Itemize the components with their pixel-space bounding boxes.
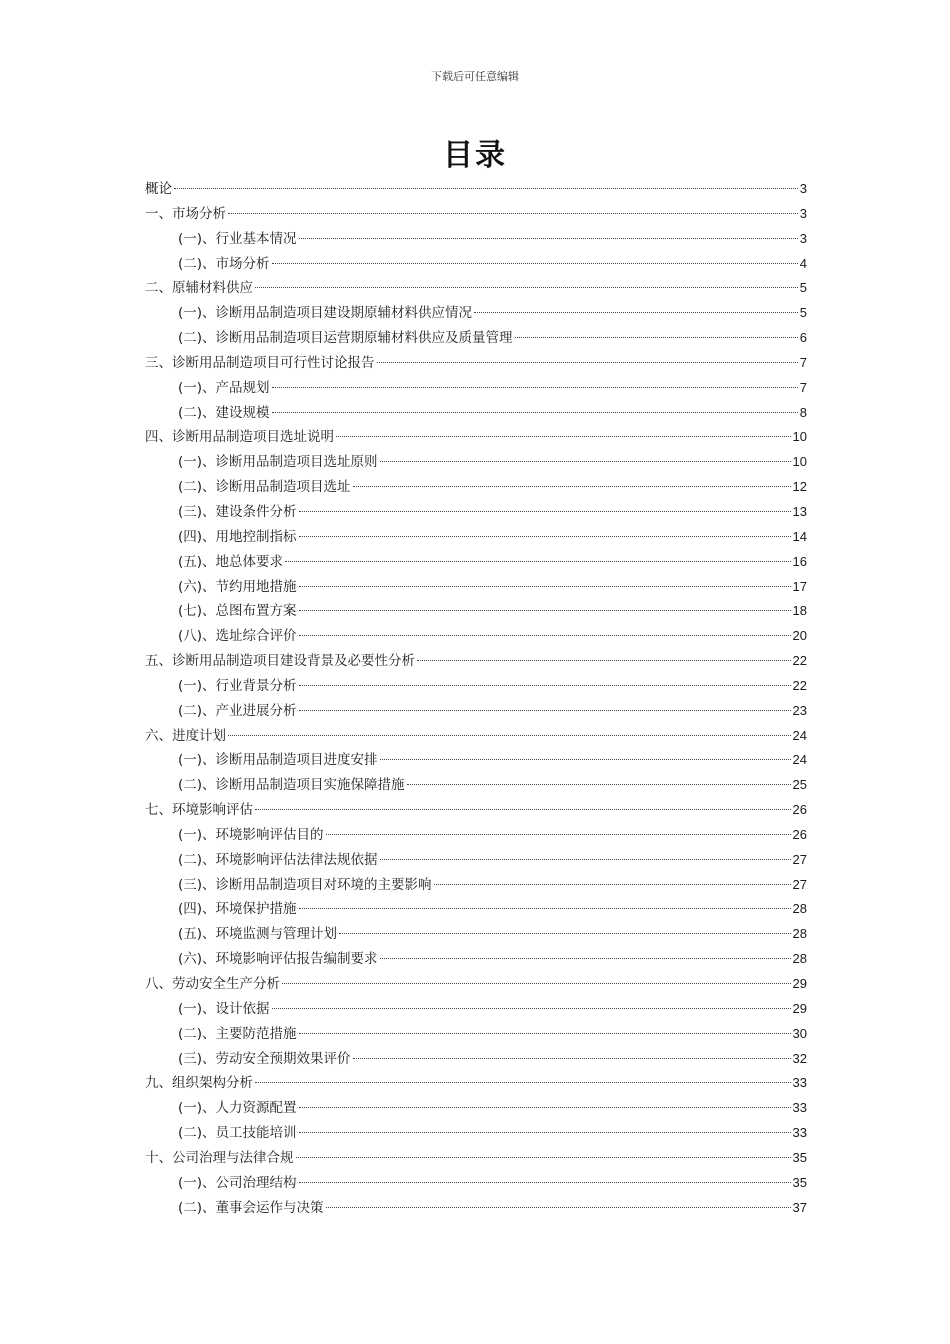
toc-entry-label: (三)、建设条件分析 [178,503,297,520]
toc-entry[interactable] [145,649,807,674]
toc-entry[interactable] [145,599,807,624]
toc-entry[interactable] [145,1121,807,1146]
toc-dot-leader [299,635,791,636]
toc-dot-leader [380,958,791,959]
toc-entry-page-number: 14 [792,528,807,544]
toc-entry-label: (五)、环境监测与管理计划 [178,926,338,943]
toc-entry[interactable] [145,550,807,575]
toc-entry-label: (一)、人力资源配置 [178,1100,297,1117]
toc-entry[interactable] [145,351,807,376]
toc-entry-page-number: 10 [792,454,807,470]
toc-entry[interactable] [145,276,807,301]
toc-entry[interactable] [145,674,807,699]
toc-dot-leader [299,710,791,711]
toc-entry-label: 二、原辅材料供应 [145,280,253,297]
toc-entry-page-number: 28 [792,951,807,967]
toc-dot-leader [353,1058,791,1059]
toc-entry-label: (二)、市场分析 [178,255,270,272]
toc-entry-page-number: 25 [792,777,807,793]
toc-entry-label: (二)、诊断用品制造项目选址 [178,479,351,496]
toc-entry-label: (二)、产业进展分析 [178,702,297,719]
toc-dot-leader [296,1157,791,1158]
toc-entry-label: (二)、诊断用品制造项目运营期原辅材料供应及质量管理 [178,330,513,347]
toc-entry[interactable] [145,1047,807,1072]
toc-entry[interactable] [145,997,807,1022]
toc-dot-leader [377,362,798,363]
toc-entry-page-number: 3 [799,181,807,196]
toc-entry-label: (二)、环境影响评估法律法规依据 [178,851,378,868]
toc-entry-label: 九、组织架构分析 [145,1075,253,1092]
toc-entry[interactable] [145,202,807,227]
toc-entry[interactable] [145,1071,807,1096]
toc-entry-page-number: 10 [792,429,807,445]
toc-entry-label: (四)、环境保护措施 [178,901,297,918]
toc-entry-page-number: 8 [799,404,807,420]
toc-dot-leader [272,263,798,264]
toc-dot-leader [299,511,791,512]
toc-entry[interactable] [145,922,807,947]
toc-dot-leader [228,735,791,736]
toc-entry-page-number: 26 [792,826,807,842]
toc-dot-leader [272,412,798,413]
toc-dot-leader [299,1107,791,1108]
toc-dot-leader [299,1132,791,1133]
toc-entry-label: 五、诊断用品制造项目建设背景及必要性分析 [145,653,415,670]
table-of-contents [145,177,807,1220]
toc-entry[interactable] [145,1171,807,1196]
toc-entry-label: (六)、节约用地措施 [178,578,297,595]
toc-entry[interactable] [145,450,807,475]
toc-entry[interactable] [145,301,807,326]
toc-dot-leader [434,884,791,885]
toc-entry[interactable] [145,177,807,202]
toc-dot-leader [285,561,790,562]
toc-entry-label: (二)、董事会运作与决策 [178,1199,324,1216]
toc-entry-page-number: 6 [799,330,807,346]
toc-entry-page-number: 37 [792,1199,807,1215]
toc-entry-page-number: 33 [792,1125,807,1141]
toc-dot-leader [299,1182,791,1183]
toc-entry-page-number: 29 [792,976,807,991]
toc-dot-leader [407,784,791,785]
toc-dot-leader [299,238,798,239]
toc-entry-page-number: 27 [792,876,807,892]
toc-entry-label: 七、环境影响评估 [145,802,253,819]
toc-entry[interactable] [145,425,807,450]
toc-entry-page-number: 5 [799,280,807,296]
toc-dot-leader [336,436,791,437]
toc-entry[interactable] [145,873,807,898]
toc-entry-label: (一)、诊断用品制造项目建设期原辅材料供应情况 [178,305,473,322]
toc-entry-page-number: 12 [792,479,807,495]
toc-entry[interactable] [145,1096,807,1121]
toc-entry-label: (三)、诊断用品制造项目对环境的主要影响 [178,876,432,893]
toc-entry-page-number: 20 [792,628,807,644]
toc-dot-leader [326,834,791,835]
toc-entry-label: (一)、公司治理结构 [178,1174,297,1191]
toc-entry[interactable] [145,1022,807,1047]
page-title: 目录 [443,138,507,173]
toc-entry-page-number: 4 [799,255,807,271]
toc-dot-leader [228,213,798,214]
toc-dot-leader [299,586,791,587]
toc-dot-leader [380,461,791,462]
toc-entry-page-number: 33 [792,1100,807,1116]
toc-entry-label: 一、市场分析 [145,205,226,222]
toc-entry[interactable] [145,773,807,798]
toc-entry-page-number: 13 [792,503,807,519]
toc-entry-page-number: 32 [792,1050,807,1066]
toc-entry[interactable] [145,1196,807,1221]
toc-entry-label: (二)、建设规模 [178,404,270,421]
toc-entry-page-number: 7 [799,354,807,370]
toc-entry-label: 四、诊断用品制造项目选址说明 [145,429,334,446]
toc-dot-leader [299,610,791,611]
toc-dot-leader [174,188,798,189]
toc-entry-page-number: 22 [792,677,807,693]
toc-entry[interactable] [145,947,807,972]
toc-entry-page-number: 27 [792,851,807,867]
toc-entry[interactable] [145,1146,807,1171]
toc-entry-page-number: 28 [792,926,807,942]
toc-dot-leader [299,1033,791,1034]
toc-entry[interactable] [145,848,807,873]
toc-dot-leader [255,1082,791,1083]
toc-entry-page-number: 35 [792,1149,807,1165]
toc-entry-label: (一)、诊断用品制造项目进度安排 [178,752,378,769]
toc-entry-page-number: 29 [792,1000,807,1016]
toc-dot-leader [299,685,791,686]
toc-entry-page-number: 26 [792,802,807,818]
toc-dot-leader [299,908,791,909]
toc-entry[interactable] [145,699,807,724]
toc-entry-label: (二)、诊断用品制造项目实施保障措施 [178,777,405,794]
toc-entry[interactable] [145,227,807,252]
toc-dot-leader [272,387,798,388]
toc-entry[interactable] [145,897,807,922]
toc-entry-label: (二)、主要防范措施 [178,1025,297,1042]
toc-dot-leader [380,759,791,760]
toc-entry-page-number: 28 [792,901,807,917]
toc-entry-label: (四)、用地控制指标 [178,528,297,545]
toc-entry-page-number: 3 [799,230,807,246]
toc-dot-leader [474,312,798,313]
toc-entry-page-number: 16 [792,553,807,569]
toc-entry-label: (三)、劳动安全预期效果评价 [178,1050,351,1067]
toc-entry-label: (二)、员工技能培训 [178,1125,297,1142]
toc-entry-label: 概论 [145,181,172,197]
toc-entry-page-number: 5 [799,305,807,321]
toc-entry-label: (一)、设计依据 [178,1000,270,1017]
toc-entry[interactable] [145,972,807,997]
toc-dot-leader [255,287,798,288]
toc-entry[interactable] [145,748,807,773]
toc-dot-leader [326,1207,791,1208]
toc-entry[interactable] [145,500,807,525]
toc-entry[interactable] [145,624,807,649]
header-note: 下载后可任意编辑 [431,70,519,83]
toc-entry-page-number: 33 [792,1075,807,1091]
toc-entry-label: (五)、地总体要求 [178,553,284,570]
toc-entry-label: (六)、环境影响评估报告编制要求 [178,951,378,968]
toc-entry[interactable] [145,326,807,351]
toc-entry-label: (一)、产品规划 [178,379,270,396]
toc-entry-page-number: 3 [799,205,807,221]
toc-dot-leader [417,660,791,661]
toc-entry[interactable] [145,798,807,823]
toc-entry-label: 六、进度计划 [145,727,226,744]
toc-entry[interactable] [145,525,807,550]
toc-entry-page-number: 30 [792,1025,807,1041]
toc-dot-leader [353,486,791,487]
toc-entry-page-number: 7 [799,379,807,395]
toc-entry-page-number: 18 [792,603,807,619]
toc-entry[interactable] [145,401,807,426]
toc-entry-page-number: 24 [792,727,807,743]
toc-entry-label: (七)、总图布置方案 [178,603,297,620]
toc-entry[interactable] [145,823,807,848]
toc-entry-label: (一)、行业基本情况 [178,230,297,247]
toc-dot-leader [515,337,798,338]
toc-entry[interactable] [145,575,807,600]
toc-entry[interactable] [145,376,807,401]
toc-entry-page-number: 24 [792,752,807,768]
toc-entry[interactable] [145,475,807,500]
toc-entry-page-number: 17 [792,578,807,594]
toc-dot-leader [255,809,791,810]
toc-dot-leader [339,933,790,934]
toc-entry-page-number: 22 [792,653,807,669]
toc-entry-page-number: 23 [792,702,807,718]
toc-dot-leader [272,1008,791,1009]
toc-entry-label: 三、诊断用品制造项目可行性讨论报告 [145,354,375,371]
toc-entry[interactable] [145,252,807,277]
toc-entry-label: (一)、行业背景分析 [178,677,297,694]
toc-entry-label: (一)、诊断用品制造项目选址原则 [178,454,378,471]
toc-entry-label: 十、公司治理与法律合规 [145,1149,294,1166]
toc-entry-page-number: 35 [792,1174,807,1190]
toc-entry-label: (八)、选址综合评价 [178,628,297,645]
toc-entry-label: (一)、环境影响评估目的 [178,826,324,843]
toc-dot-leader [282,983,791,984]
toc-entry[interactable] [145,724,807,749]
toc-entry-label: 八、劳动安全生产分析 [145,976,280,992]
toc-dot-leader [380,859,791,860]
toc-dot-leader [299,536,791,537]
